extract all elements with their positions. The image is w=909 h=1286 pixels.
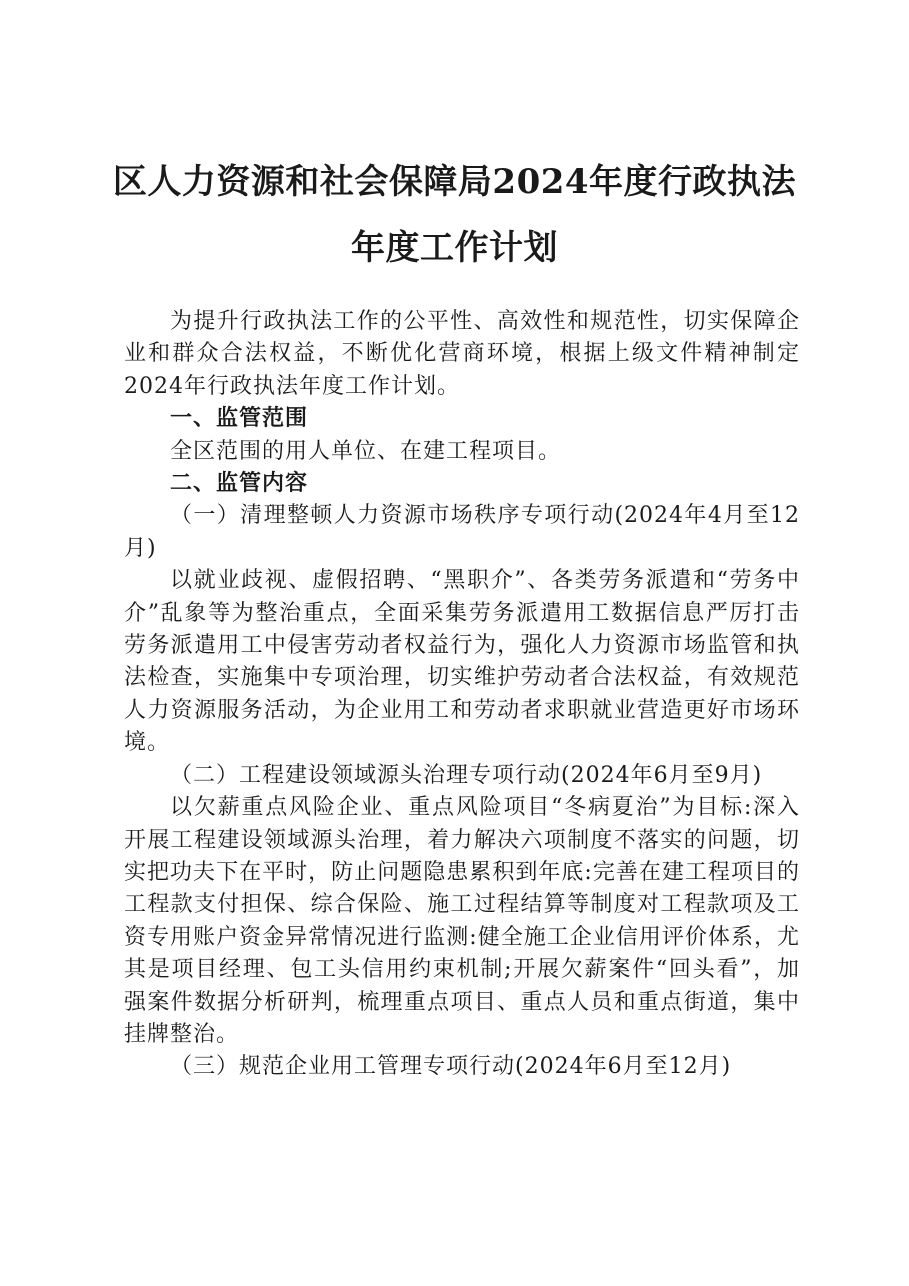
item-1-title: （一）清理整顿人力资源市场秩序专项行动(2024年4月至12月) bbox=[124, 503, 800, 561]
item-3-title: （三）规范企业用工管理专项行动(2024年6月至12月) bbox=[170, 1054, 732, 1080]
scope-paragraph: 全区范围的用人单位、在建工程项目。 bbox=[170, 438, 562, 464]
document-body bbox=[124, 306, 800, 1084]
intro-paragraph: 为提升行政执法工作的公平性、高效性和规范性，切实保障企业和群众合法权益，不断优化营商环境，根据上级文件精神制定2024年行政执法年度工作计划。 bbox=[124, 309, 800, 399]
item-2-paragraph: 以欠薪重点风险企业、重点风险项目“冬病夏治”为目标:深入开展工程建设领域源头治理，着力解决六项制度不落实的问题，切实把功夫下在平时，防止问题隐患累积到年底:完善在建工程项目的工程款支付担保、综合保险、施工过程结算等制度对工程款项及工资专用账户资金异常情况进行监测:健全施工企业信用评价体系，尤其是项目经理、包工头信用约束机制;开展欠薪案件“回头看”，加强案件数据分析研判，梳理重点项目、重点人员和重点街道，集中挂牌整治。 bbox=[124, 795, 800, 1047]
document-title-line-2: 年度工作计划 bbox=[351, 228, 558, 268]
item-1-paragraph: 以就业歧视、虚假招聘、“黑职介”、各类劳务派遣和“劳务中介”乱象等为整治重点，全面采集劳务派遣用工数据信息严厉打击劳务派遣用工中侵害劳动者权益行为，强化人力资源市场监管和执法检查，实施集中专项治理，切实维护劳动者合法权益，有效规范人力资源服务活动，为企业用工和劳动者求职就业营造更好市场环境。 bbox=[124, 568, 800, 756]
section-heading-content: 二、监管内容 bbox=[170, 471, 309, 497]
section-heading-scope: 一、监管范围 bbox=[170, 406, 309, 432]
document-title-line-1: 区人力资源和社会保障局2024年度行政执法 bbox=[112, 162, 797, 202]
item-2-title: （二）工程建设领域源头治理专项行动(2024年6月至9月) bbox=[170, 762, 763, 788]
